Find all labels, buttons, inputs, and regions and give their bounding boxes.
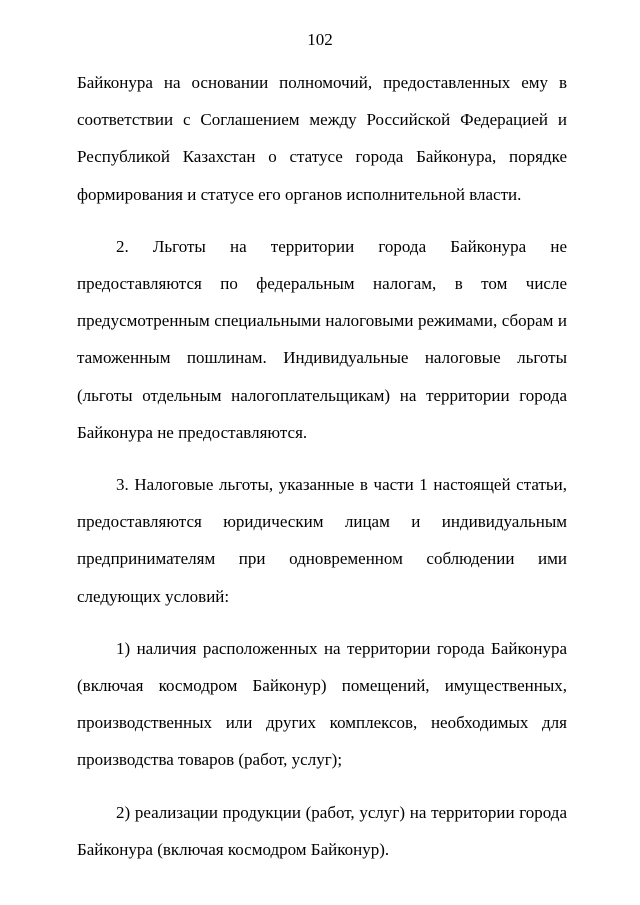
page-number: 102 xyxy=(307,30,333,49)
paragraph-subitem-1: 1) наличия расположенных на территории города Байконура (включая космодром Байконур) помещений, имущественных, производственных или других комплексов, необходимых для производства товаров (работ, услуг); xyxy=(77,638,567,770)
paragraph-item-2: 2. Льготы на территории города Байконура не предоставляются по федеральным налогам, в том числе предусмотренным специальными налоговыми режимами, сборам и таможенным пошлинам. Индивидуальные налоговые льготы (льготы отдельным налогоплательщикам) на территории города Байконура не предоставляются. xyxy=(77,236,567,442)
paragraph-item-3: 3. Налоговые льготы, указанные в части 1 настоящей статьи, предоставляются юридическим лицам и индивидуальным предпринимателям при одновременном соблюдении ими следующих условий: xyxy=(77,475,567,606)
paragraph-subitem-2: 2) реализации продукции (работ, услуг) на территории города Байконура (включая космодром Байконур). xyxy=(77,802,567,859)
paragraph-continuation: Байконура на основании полномочий, предоставленных ему в соответствии с Соглашением между Российской Федерацией и Республикой Казахстан о статусе города Байконура, порядке формирования и статусе его органов исполнительной власти. xyxy=(77,73,567,204)
document-body xyxy=(77,64,567,868)
